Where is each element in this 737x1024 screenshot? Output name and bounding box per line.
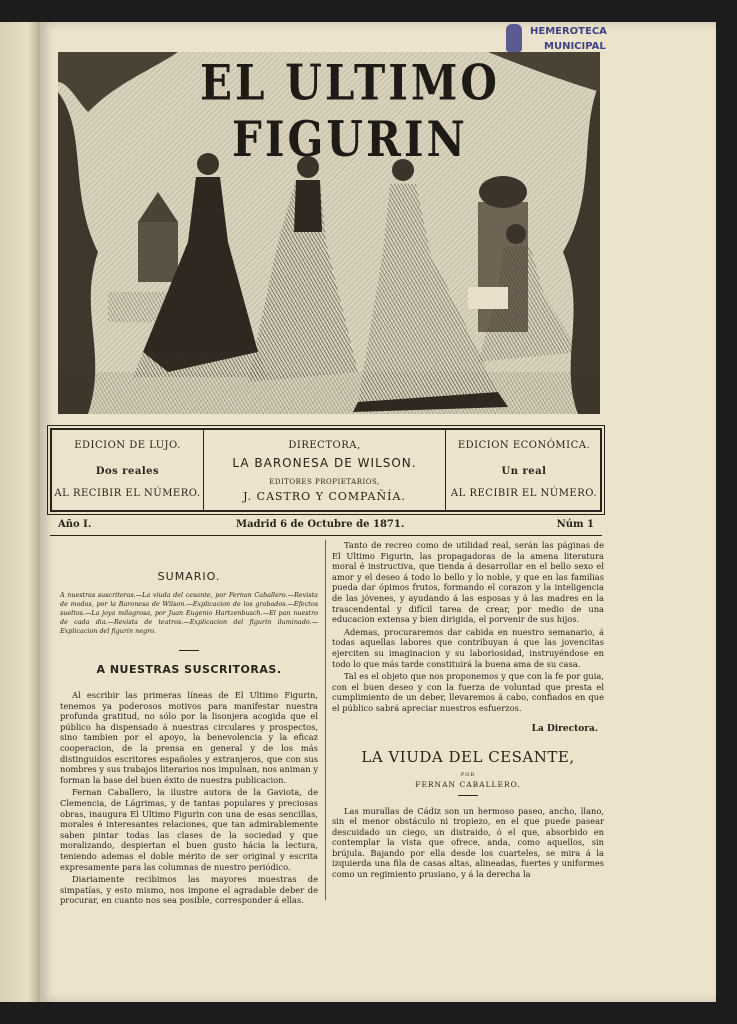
issue-year: Año I. — [58, 519, 92, 530]
column-divider — [325, 540, 326, 900]
economic-note: AL RECIBIR EL NÚMERO. — [450, 488, 598, 499]
sumario-title: SUMARIO. — [157, 570, 221, 583]
article-paragraph-2: Fernan Caballero, la ilustre autora de la Gaviota, de Clemencia, de Lágrimas, y de tantas populares y preciosas obras, inaugura El Ultimo Figurin con una de esas sencillas, morales é interesantes relaciones, que tan admirablemente saben pintar todas las clases de la sociedad y que moralizando, despiertan el buen gusto hácia la lectura, teniendo ademas el doble mérito de ser original y escrita expresamente para las columnas de nuestro periódico. — [60, 787, 318, 872]
stamp-line-2: MUNICIPAL — [544, 41, 606, 52]
seal-icon — [506, 24, 522, 52]
article-paragraph-6: Tal es el objeto que nos proponemos y que con la fe por guia, con el buen deseo y con la fuerza de voluntad que presta el cumplimiento de un deber, llevaremos á cabo, confiados en que el público sabrá apreciar nuestros esfuerzos. — [332, 671, 604, 713]
story-title: LA VIUDA DEL CESANTE, — [361, 747, 575, 766]
divider — [458, 795, 478, 796]
story-author: FERNAN CABALLERO. — [415, 779, 521, 789]
owners-label: EDITORES PROPIETARIOS, — [269, 478, 380, 486]
info-box — [50, 428, 602, 512]
right-column — [332, 540, 604, 880]
editorial-info — [204, 430, 446, 510]
luxury-edition-label: EDICION DE LUJO. — [74, 440, 181, 451]
luxury-price: Dos reales — [95, 466, 160, 477]
director-role: DIRECTORA, — [288, 440, 361, 451]
library-stamp — [506, 20, 636, 56]
stamp-line-1: HEMEROTECA — [530, 26, 607, 37]
edition-economic — [446, 430, 602, 510]
masthead-title: EL ULTIMO FIGURIN — [200, 54, 500, 168]
luxury-note: AL RECIBIR EL NÚMERO. — [54, 488, 201, 499]
stamp-text — [530, 24, 607, 54]
story-por: POR — [460, 771, 476, 778]
left-column — [60, 540, 318, 906]
article-paragraph-1: Al escribir las primeras líneas de El Ultimo Figurin, tenemos ya poderosos motivos para manifestar nuestra profunda gratitud, no sólo por la lisonjera acogida que el público ha dispensado á nuestras circulares y prospectos, sino tambien por el apoyo, la benevolencia y la eficaz cooperacion, de la prensa en general y de los más distinguidos escritores españoles y extranjeros, que con sus nombres y sus trabajos literarios nos impulsan, nos animan y forman la base del buen éxito de nuestra publicacion. — [60, 690, 318, 785]
article-paragraph-3: Diariamente recibimos las mayores muestras de simpatías, y esto mismo, nos impone el agradable deber de procurar, en cuanto nos sea posible, corresponder á ellas. — [60, 874, 318, 906]
edition-luxury — [52, 430, 204, 510]
article-paragraph-4: Tanto de recreo como de utilidad real, serán las páginas de El Ultimo Figurin, las propagadoras de la amena literatura moral é instructiva, que tienda á desarrollar en el bello sexo el amor y el deseo á todo lo bello y lo noble, y que en las familias pueda dar ópimos frutos, formando el corazon y la inteligencia de las jóvenes, y ayudando á las esposas y á las madres en la trascendental y difícil tarea de crear, por medio de una educacion extensa y bien dirigida, el porvenir de sus hijos. — [332, 540, 604, 625]
economic-edition-label: EDICION ECONÓMICA. — [457, 440, 591, 451]
economic-price: Un real — [501, 466, 547, 477]
owners-name: J. CASTRO Y COMPAÑÍA. — [243, 490, 406, 503]
article-paragraph-5: Ademas, procuraremos dar cabida en nuestro semanario, á todas aquellas labores que contribuyan á que las jovencitas ejerciten su imaginacion y su laboriosidad, instruyéndose en todo lo que más tarde constituirá la buena ama de su casa. — [332, 626, 604, 669]
issue-date: Madrid 6 de Octubre de 1871. — [236, 519, 405, 530]
article-title: A NUESTRAS SUSCRITORAS. — [96, 663, 282, 676]
issue-number: Núm 1 — [556, 519, 594, 530]
divider — [179, 650, 199, 651]
article-signature: La Directora. — [531, 723, 598, 734]
story-paragraph-1: Las murallas de Cádiz son un hermoso paseo, ancho, llano, sin el menor obstáculo ni tropiezo, en el que puede pasear descuidado un ciego, un distraido, ó el que, absorbido en contemplar la vista que ofrece, anda, como aquellos, sin brújula. Bajando por ella desde los cuarteles, se mira á la izquierda una fila de casas altas, alineadas, fuertes y uniformes como un regimiento prusiano, y á la derecha la — [332, 805, 604, 880]
adjacent-page-edge — [0, 22, 40, 1002]
dateline — [50, 514, 602, 536]
director-name: LA BARONESA DE WILSON. — [232, 456, 417, 470]
scan-background — [716, 22, 737, 1002]
sumario-text: A nuestras suscritoras.—La viuda del cesante, por Fernan Caballero.—Revista de modas, por la Baronesa de Wilson.—Explicacion de los grabados.—Efectos sueltos.—La joya milagrosa, por Juan Eugenio Hartzenbusch.—El pan nuestro de cada dia.—Revista de teatros.—Explicacion del figurin iluminado.—Explicacion del figurin negro. — [60, 591, 318, 635]
